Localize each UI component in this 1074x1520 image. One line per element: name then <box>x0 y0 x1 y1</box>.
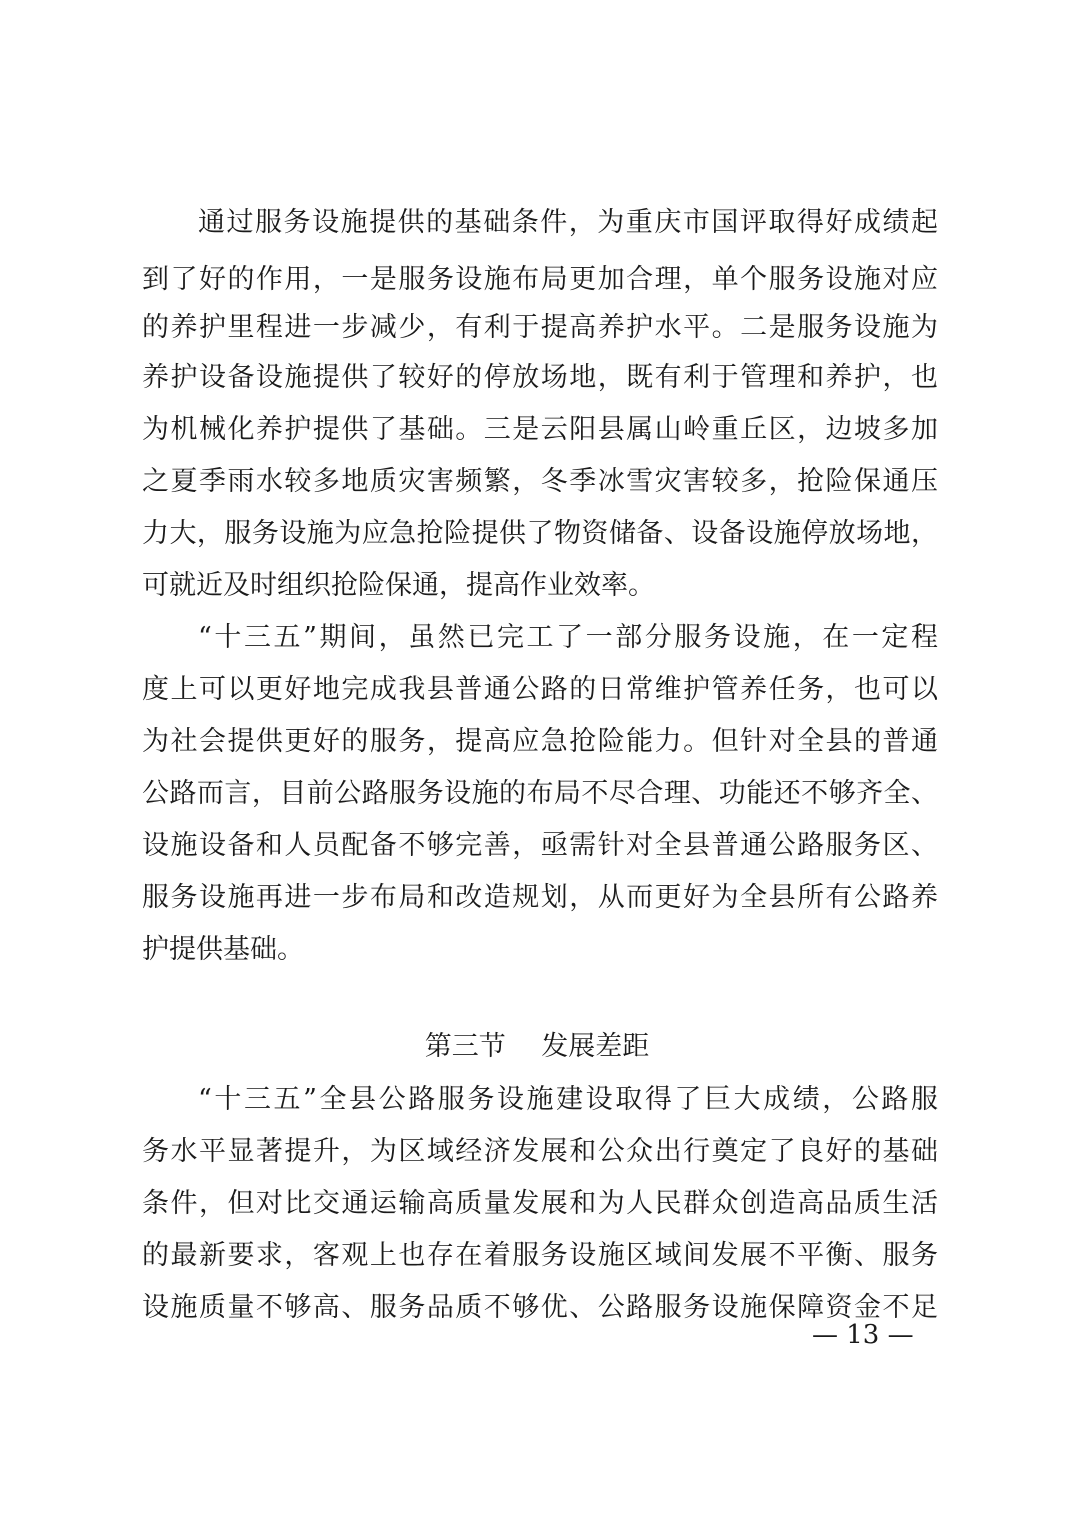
paragraph-2-line-2: 度上可以更好地完成我县普通公路的日常维护管养任务，也可以 <box>142 674 938 705</box>
paragraph-1-line-2: 到了好的作用，一是服务设施布局更加合理，单个服务设施对应 <box>142 264 938 295</box>
paragraph-1-line-5: 为机械化养护提供了基础。三是云阳县属山岭重丘区，边坡多加 <box>142 414 938 445</box>
paragraph-2-line-7: 护提供基础。 <box>142 934 304 965</box>
section-heading: 第三节 发展差距 <box>424 1031 650 1062</box>
paragraph-2-line-6: 服务设施再进一步布局和改造规划，从而更好为全县所有公路养 <box>142 882 938 913</box>
paragraph-3-line-4: 的最新要求，客观上也存在着服务设施区域间发展不平衡、服务 <box>142 1240 938 1271</box>
paragraph-1-line-1: 通过服务设施提供的基础条件，为重庆市国评取得好成绩起 <box>198 207 938 238</box>
paragraph-2-line-4: 公路而言，目前公路服务设施的布局不尽合理、功能还不够齐全、 <box>142 778 938 809</box>
paragraph-1-line-6: 之夏季雨水较多地质灾害频繁，冬季冰雪灾害较多，抢险保通压 <box>142 466 938 497</box>
paragraph-3-line-3: 条件，但对比交通运输高质量发展和为人民群众创造高品质生活 <box>142 1188 938 1219</box>
paragraph-2-line-3: 为社会提供更好的服务，提高应急抢险能力。但针对全县的普通 <box>142 726 938 757</box>
paragraph-1-line-7: 力大，服务设施为应急抢险提供了物资储备、设备设施停放场地， <box>142 518 938 549</box>
paragraph-1-line-4: 养护设备设施提供了较好的停放场地，既有利于管理和养护，也 <box>142 362 938 393</box>
paragraph-2-line-1: “十三五”期间，虽然已完工了一部分服务设施，在一定程 <box>198 622 938 653</box>
paragraph-2-line-5: 设施设备和人员配备不够完善，亟需针对全县普通公路服务区、 <box>142 830 938 861</box>
paragraph-1-line-8: 可就近及时组织抢险保通，提高作业效率。 <box>142 570 655 601</box>
paragraph-3-line-1: “十三五”全县公路服务设施建设取得了巨大成绩，公路服 <box>198 1084 938 1115</box>
paragraph-3-line-5: 设施质量不够高、服务品质不够优、公路服务设施保障资金不足 <box>142 1292 938 1323</box>
paragraph-3-line-2: 务水平显著提升，为区域经济发展和公众出行奠定了良好的基础 <box>142 1136 938 1167</box>
page-number: — 13 — <box>812 1320 914 1350</box>
paragraph-1-line-3: 的养护里程进一步减少，有利于提高养护水平。二是服务设施为 <box>142 312 938 343</box>
